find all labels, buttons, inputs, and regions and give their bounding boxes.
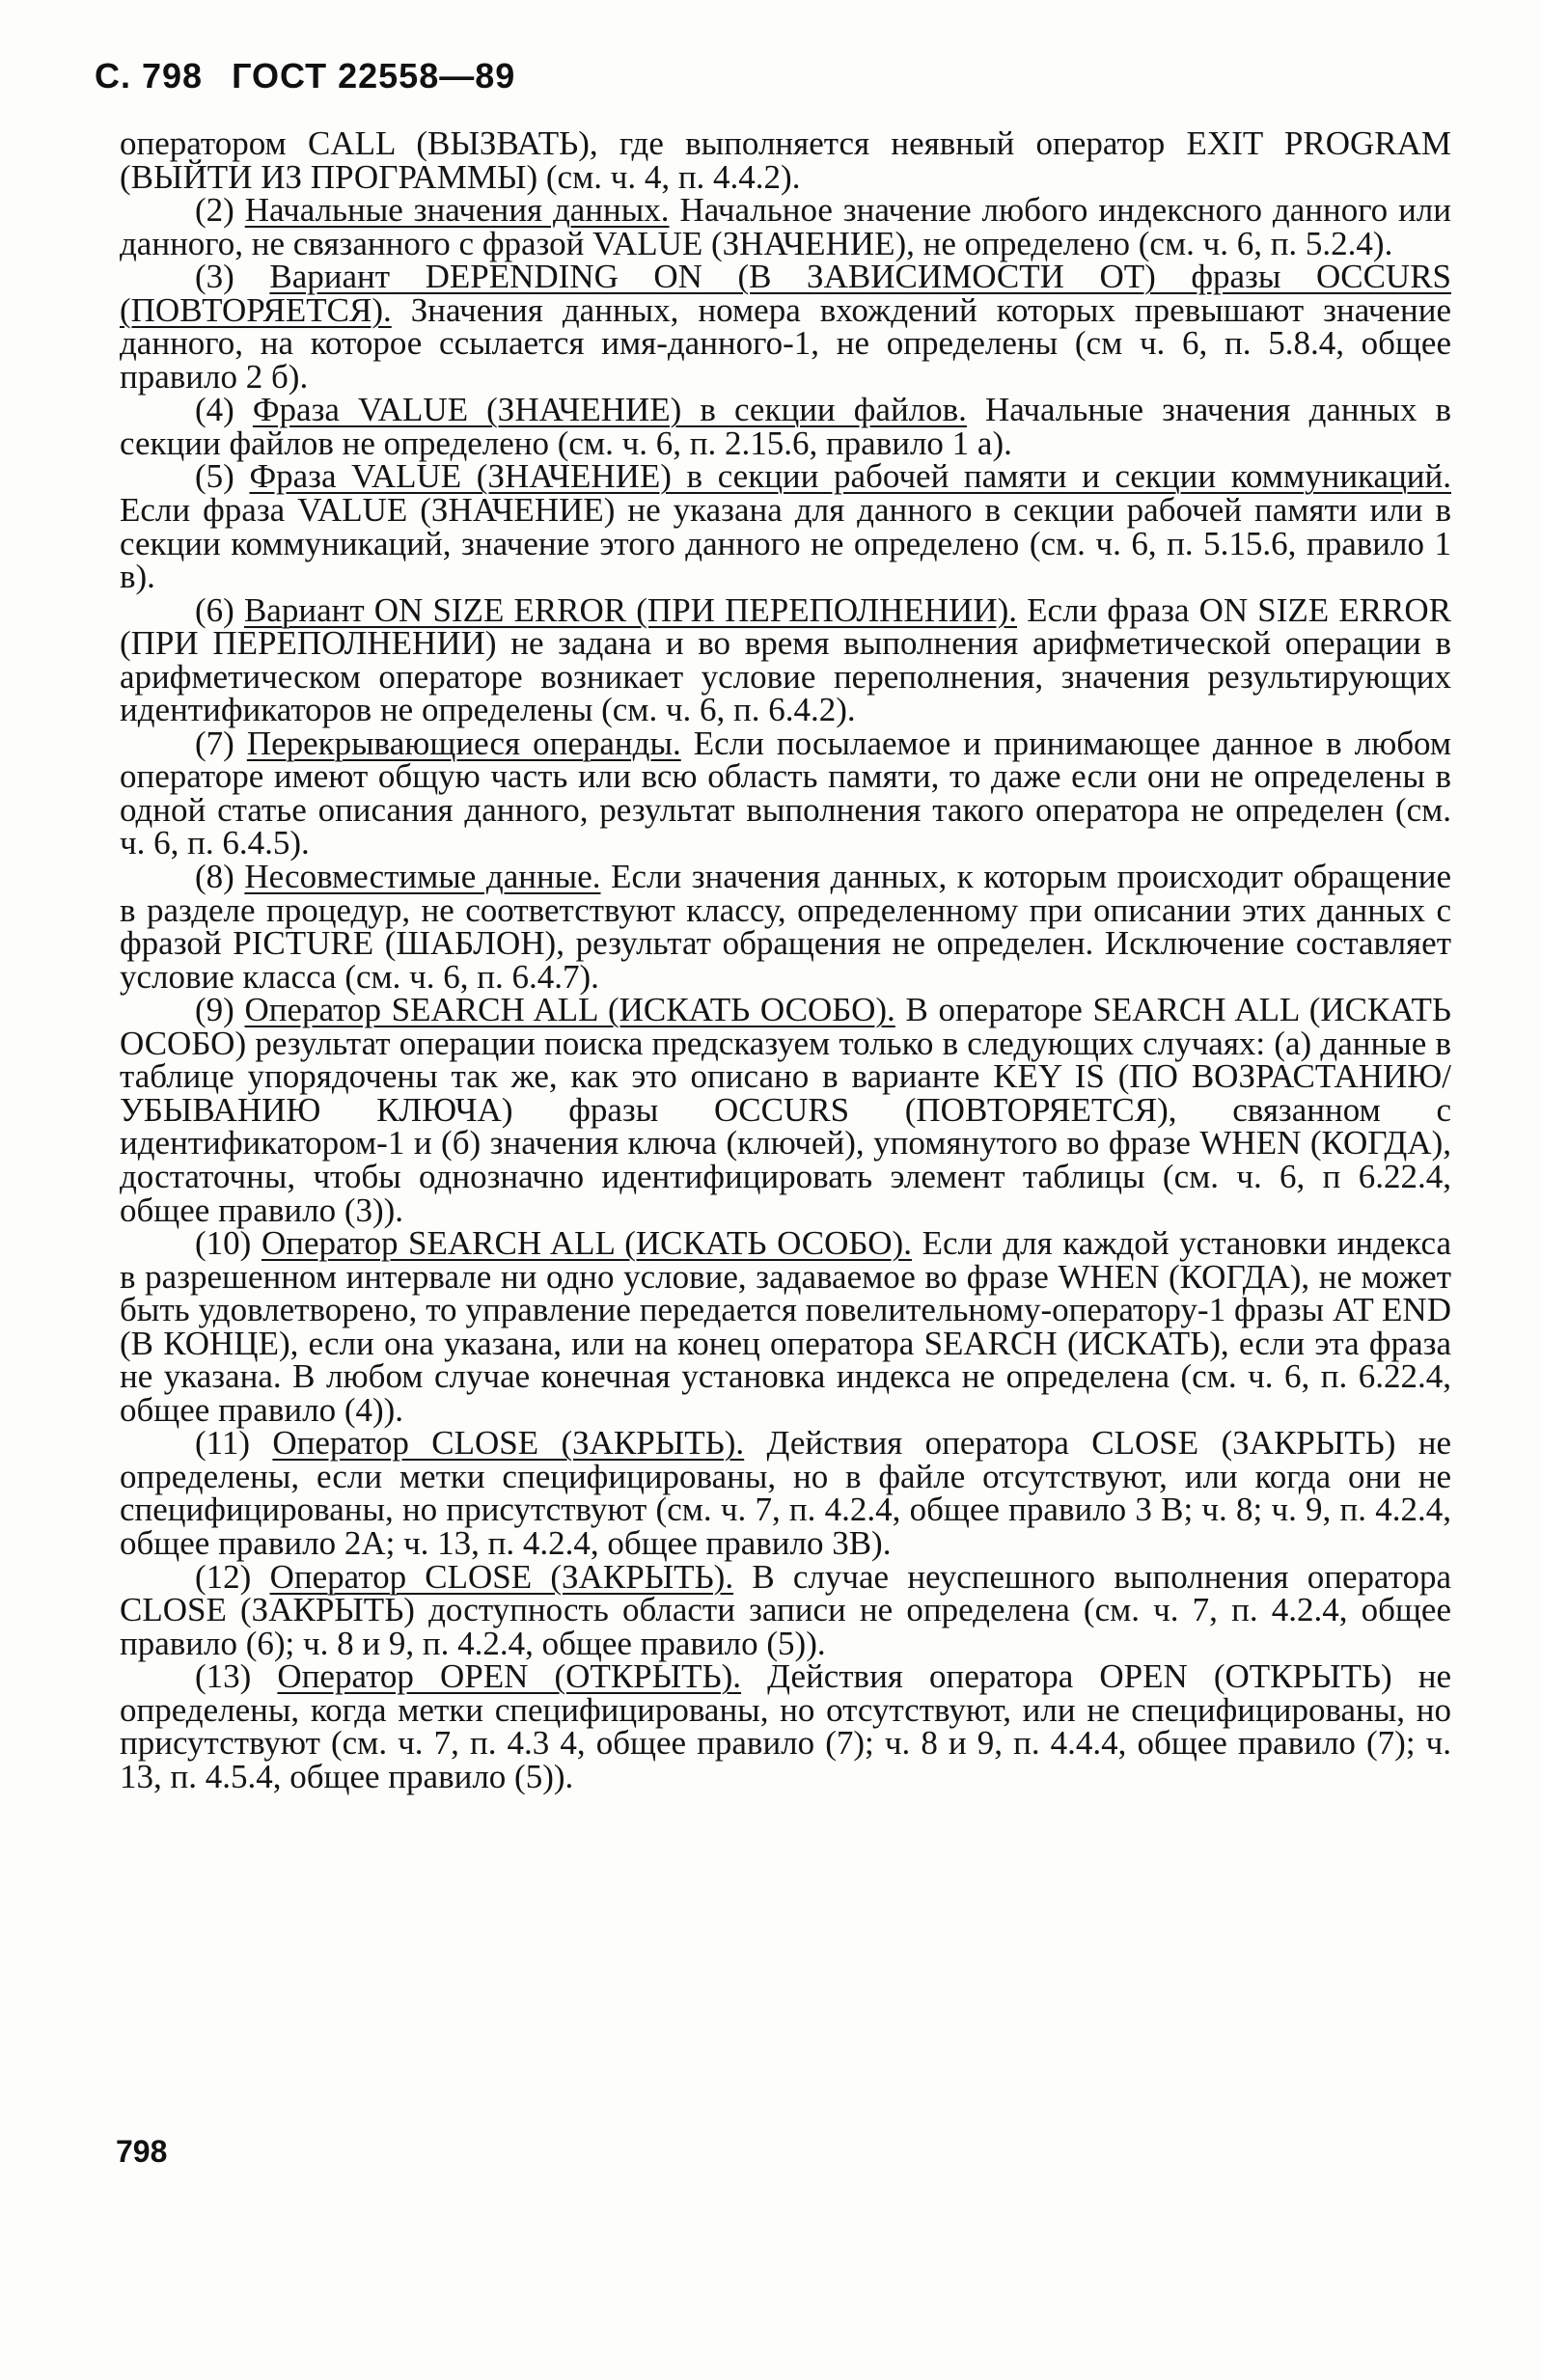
item-number: (7) [195, 724, 234, 762]
paragraph-item-7 [120, 724, 1452, 862]
item-number: (9) [195, 991, 234, 1029]
item-title: Фраза VALUE (ЗНАЧЕНИЕ) в секции рабочей памяти и секции коммуникаций. [249, 457, 1452, 496]
item-title: Несовместимые данные. [244, 858, 601, 896]
paragraph-item-5 [120, 457, 1452, 596]
item-text: В операторе SEARCH ALL (ИСКАТЬ ОСОБО) результат операции поиска предсказуем только в следующих случаях: (а) данные в таблице упорядочены так же, как это описано в варианте KEY IS (ПО ВОЗРАСТАНИЮ/УБЫВАНИЮ КЛЮЧА) фразы OCCURS (ПОВТОРЯЕТСЯ), связанном с идентификатором-1 и (б) значения ключа (ключей), упомянутого во фразе WHEN (КОГДА), достаточны, чтобы однозначно идентифицировать элемент таблицы (см. ч. 6, п 6.22.4, общее правило (3)). [120, 991, 1452, 1229]
item-text: Если фраза VALUE (ЗНАЧЕНИЕ) не указана для данного в секции рабочей памяти или в секции коммуникаций, значение этого данного не определено (см. ч. 6, п. 5.15.6, правило 1 в). [120, 491, 1451, 596]
item-title: Вариант ON SIZE ERROR (ПРИ ПЕРЕПОЛНЕНИИ). [243, 590, 1018, 629]
item-number: (4) [195, 391, 234, 429]
paragraph-item-2 [120, 191, 1452, 262]
page-reference: С. 798 [95, 56, 204, 96]
paragraph-item-9 [120, 991, 1452, 1229]
item-number: (5) [195, 457, 234, 496]
item-title: Оператор OPEN (ОТКРЫТЬ). [277, 1657, 742, 1696]
item-text: Начальное значение любого индексного данного или данного, не связанного с фразой VALUE (ЗНАЧЕНИЕ), не определено (см. ч. 6, п. 5.2.4). [120, 191, 1452, 262]
page-number: 798 [116, 2134, 168, 2169]
item-title: Оператор CLOSE (ЗАКРЫТЬ). [269, 1557, 734, 1596]
item-number: (12) [195, 1557, 252, 1596]
paragraph-item-8 [120, 858, 1452, 996]
item-text: Начальные значения данных в секции файлов не определено (см. ч. 6, п. 2.15.6, правило 1 а). [120, 391, 1452, 462]
item-title: Оператор SEARCH ALL (ИСКАТЬ ОСОБО). [244, 991, 895, 1029]
item-title: Перекрывающиеся операнды. [246, 724, 681, 762]
paragraph-item-3 [120, 260, 1451, 394]
item-title: Начальные значения данных. [244, 191, 670, 230]
item-text: Если значения данных, к которым происходит обращение в разделе процедур, не соответствуют классу, определенному при описании этих данных с фразой PICTURE (ШАБЛОН), результат обращения не определен. Исключение составляет условие класса (см. ч. 6, п. 6.4.7). [120, 858, 1452, 996]
standard-designation: ГОСТ 22558—89 [232, 56, 516, 96]
item-text: Значения данных, номера вхождений которых превышают значение данного, на которое ссылается имя-данного-1, не определены (см ч. 6, п. 5.8.4, общее правило 2 б). [120, 290, 1451, 396]
paragraph-item-13 [120, 1657, 1452, 1795]
paragraph-item-6 [120, 590, 1452, 729]
item-text: Если посылаемое и принимающее данное в любом операторе имеют общую часть или всю область памяти, то даже если они не определены в одной статье описания данного, результат выполнения такого оператора не определен (см. ч. 6, п. 6.4.5). [120, 724, 1452, 862]
item-text: В случае неуспешного выполнения оператора CLOSE (ЗАКРЫТЬ) доступность области записи не определена (см. ч. 7, п. 4.2.4, общее правило (6); ч. 8 и 9, п. 4.2.4, общее правило (5)). [120, 1557, 1452, 1662]
body-text [120, 124, 1452, 1795]
item-number: (8) [195, 858, 234, 896]
paragraph-item-12 [120, 1557, 1452, 1662]
item-number: (10) [195, 1224, 252, 1263]
item-text: Действия оператора OPEN (ОТКРЫТЬ) не определены, когда метки специфицированы, но отсутствуют, или не специфицированы, но присутствуют (см. ч. 7, п. 4.3 4, общее правило (7); ч. 8 и 9, п. 4.4.4, общее правило (7); ч. 13, п. 4.5.4, общее правило (5)). [120, 1657, 1452, 1795]
paragraph-item-4 [120, 391, 1452, 462]
item-number: (13) [195, 1657, 252, 1696]
paragraph-item-11 [120, 1424, 1452, 1562]
item-number: (3) [195, 258, 234, 296]
intro-paragraph: оператором CALL (ВЫЗВАТЬ), где выполняется неявный оператор EXIT PROGRAM (ВЫЙТИ ИЗ ПРОГРАММЫ) (см. ч. 4, п. 4.4.2). [120, 124, 1451, 196]
item-title: Вариант DEPENDING ON (В ЗАВИСИМОСТИ ОТ) фразы OCCURS (ПОВТОРЯЕТСЯ). [120, 258, 1452, 329]
page-header [95, 56, 515, 96]
item-text: Действия оператора CLOSE (ЗАКРЫТЬ) не определены, если метки специфицированы, но в файле отсутствуют, или когда они не специфицированы, но присутствуют (см. ч. 7, п. 4.2.4, общее правило 3 В; ч. 8; ч. 9, п. 4.2.4, общее правило 2А; ч. 13, п. 4.2.4, общее правило 3В). [120, 1424, 1452, 1562]
item-number: (11) [195, 1424, 251, 1463]
item-title: Фраза VALUE (ЗНАЧЕНИЕ) в секции файлов. [252, 391, 967, 429]
item-number: (6) [195, 590, 234, 629]
paragraph-item-10 [120, 1224, 1451, 1429]
item-title: Оператор SEARCH ALL (ИСКАТЬ ОСОБО). [261, 1224, 912, 1263]
item-text: Если для каждой установки индекса в разрешенном интервале ни одно условие, задаваемое во фразе WHEN (КОГДА), не может быть удовлетворено, то управление передается повелительному-оператору-1 фразы AT END (В КОНЦЕ), если она указана, или на конец оператора SEARCH (ИСКАТЬ), если эта фраза не указана. В любом случае конечная установка индекса не определена (см. ч. 6, п. 6.22.4, общее правило (4)). [120, 1224, 1451, 1429]
item-text: Если фраза ON SIZE ERROR (ПРИ ПЕРЕПОЛНЕНИИ) не задана и во время выполнения арифметической операции в арифметическом операторе возникает условие переполнения, значения результирующих идентификаторов не определены (см. ч. 6, п. 6.4.2). [120, 590, 1452, 729]
item-number: (2) [195, 191, 234, 230]
item-title: Оператор CLOSE (ЗАКРЫТЬ). [272, 1424, 745, 1463]
